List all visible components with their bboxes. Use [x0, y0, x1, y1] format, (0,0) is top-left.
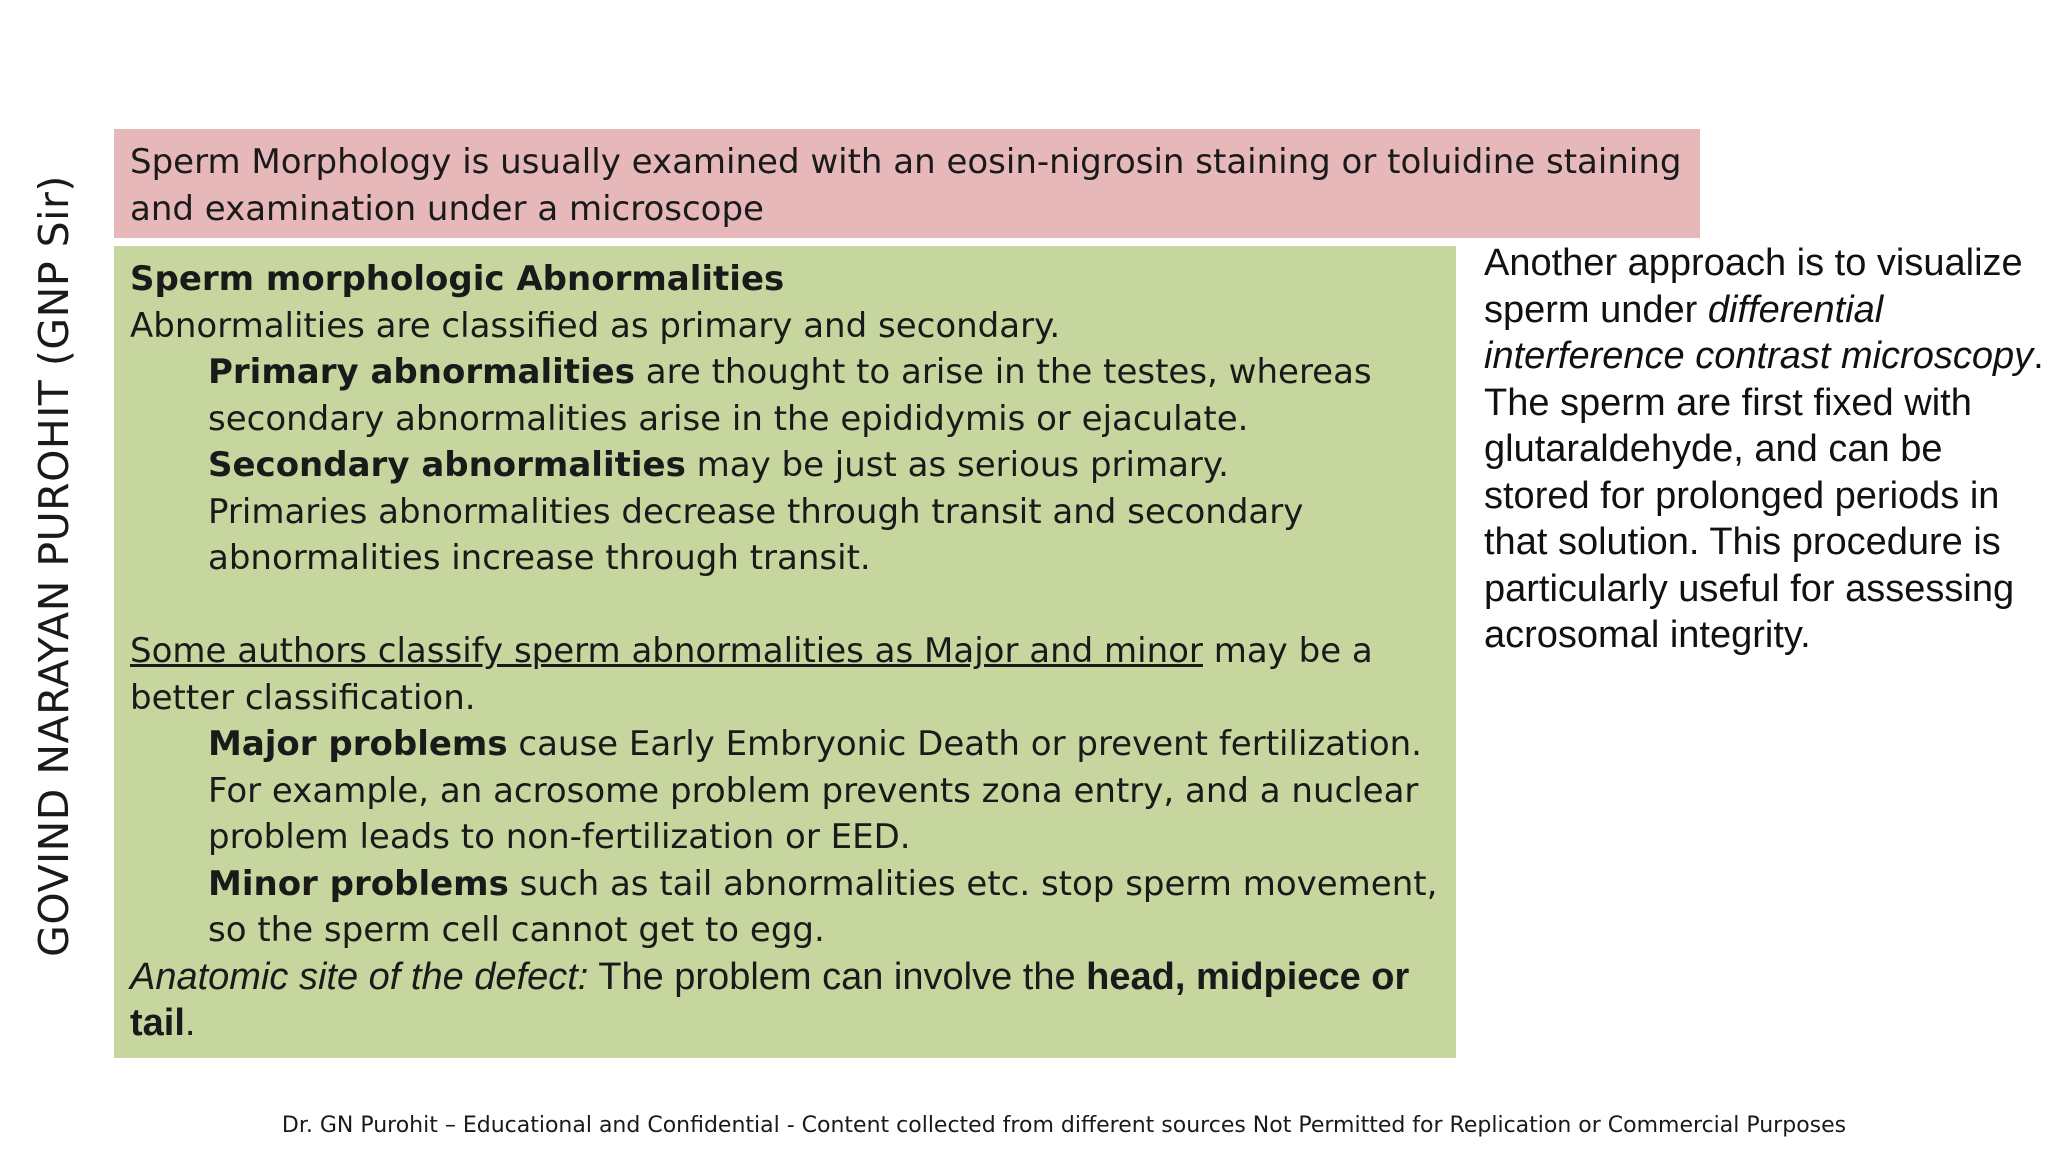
transit-paragraph: Primaries abnormalities decrease through transit and secondary abnormalities increase through transit.: [208, 491, 1304, 578]
anatomic-paragraph: [130, 954, 1440, 1046]
example-paragraph: For example, an acrosome problem prevents zona entry, and a nuclear problem leads to non-fertilization or EED.: [208, 770, 1419, 857]
authors-paragraph: [130, 628, 1440, 721]
authors-text: may be a better classification.: [130, 631, 1373, 718]
dic-microscopy-note: [1484, 240, 2044, 659]
note-text-start: Another approach is to visualize sperm under: [1484, 242, 2023, 331]
secondary-text: may be just as serious primary.: [685, 445, 1229, 485]
anatomic-end: .: [184, 1001, 196, 1044]
authors-underlined: Some authors classify sperm abnormalities as Major and minor: [130, 631, 1203, 671]
abnormalities-box: [114, 246, 1456, 1058]
classification-line: Abnormalities are classified as primary and secondary.: [130, 305, 1061, 346]
section-heading: Sperm morphologic Abnormalities: [130, 259, 785, 299]
major-text: cause Early Embryonic Death or prevent fertilization.: [507, 724, 1422, 764]
spacer: [130, 582, 1440, 629]
footer-disclaimer: Dr. GN Purohit – Educational and Confidential - Content collected from different sources Not Permitted for Replication or Commercial Purposes: [281, 1113, 1847, 1138]
secondary-term: Secondary abnormalities: [208, 445, 686, 485]
major-paragraph: [130, 721, 1440, 768]
author-vertical-label: [28, 166, 80, 966]
anatomic-parts: head, midpiece or tail: [130, 955, 1410, 1044]
anatomic-label: Anatomic site of the defect:: [130, 955, 589, 998]
secondary-paragraph: [130, 442, 1440, 489]
major-term: Major problems: [208, 724, 508, 764]
note-text-end: . The sperm are first fixed with glutaraldehyde, and can be stored for prolonged periods in that solution. This procedure is particularly useful for assessing acrosomal integrity.: [1484, 335, 2044, 656]
primary-term: Primary abnormalities: [208, 352, 635, 392]
primary-paragraph: [130, 349, 1440, 442]
intro-text: Sperm Morphology is usually examined with an eosin-nigrosin staining or toluidine staining and examination under a microscope: [130, 142, 1682, 229]
author-name: GOVIND NARAYAN PUROHIT (GNP Sir): [30, 175, 78, 957]
anatomic-text: The problem can involve the: [588, 955, 1087, 998]
note-italic-term: differential interference contrast microscopy: [1484, 288, 2034, 377]
minor-text: such as tail abnormalities etc. stop sperm movement, so the sperm cell cannot get to egg.: [208, 863, 1438, 950]
minor-paragraph: [130, 861, 1440, 954]
primary-text: are thought to arise in the testes, whereas secondary abnormalities arise in the epididymis or ejaculate.: [208, 352, 1372, 439]
intro-box: [114, 129, 1700, 238]
minor-term: Minor problems: [208, 863, 509, 904]
